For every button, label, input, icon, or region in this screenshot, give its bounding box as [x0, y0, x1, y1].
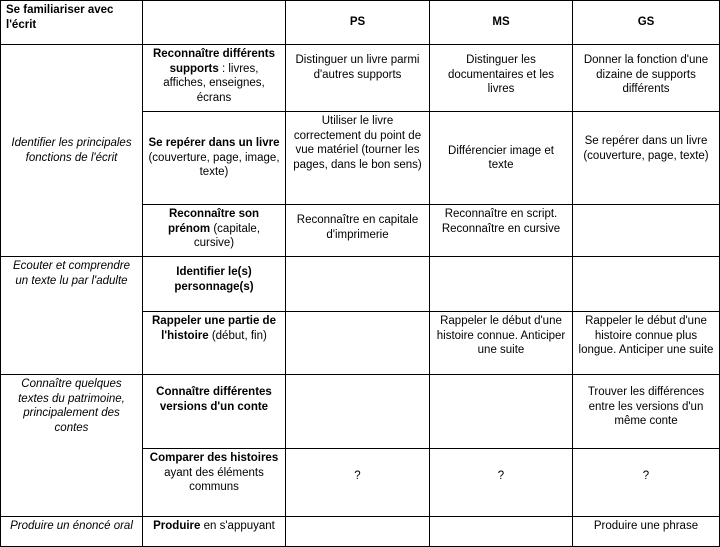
skill-bold: Identifier le(s) personnage(s): [174, 266, 254, 293]
ms-cell: Reconnaître en script. Reconnaître en cursive: [430, 205, 573, 257]
gs-cell: [573, 205, 720, 257]
ps-cell: ?: [286, 449, 430, 517]
header-domain: Se familiariser avec l'écrit: [1, 1, 143, 45]
skill-rest: (couverture, page, image, texte): [148, 151, 280, 179]
ps-cell: [286, 517, 430, 547]
domain-cell: Produire un énoncé oral: [1, 517, 143, 547]
table-row: [1, 45, 720, 112]
header-skill: [143, 1, 286, 45]
gs-cell: Trouver les différences entre les versions d'un même conte: [573, 375, 720, 449]
skill-bold: Produire: [153, 520, 201, 532]
ps-cell: Reconnaître en capitale d'imprimerie: [286, 205, 430, 257]
ps-cell: [286, 312, 430, 375]
skill-rest: (début, fin): [208, 329, 267, 342]
skill-cell: [143, 205, 286, 257]
skill-cell: [143, 257, 286, 312]
ms-cell: Distinguer les documentaires et les livres: [430, 45, 573, 112]
header-gs: GS: [573, 1, 720, 45]
ps-cell: Utiliser le livre correctement du point de vue matériel (tourner les pages, dans le bon sens): [286, 112, 430, 205]
domain-cell: Connaître quelques textes du patrimoine, principalement des contes: [1, 375, 143, 517]
skill-bold: Rappeler une partie de l'histoire: [152, 315, 276, 342]
ms-cell: ?: [430, 449, 573, 517]
ms-cell: [430, 257, 573, 312]
table-row: [1, 375, 720, 449]
gs-cell: Se repérer dans un livre (couverture, page, texte): [573, 112, 720, 205]
skill-cell: [143, 375, 286, 449]
gs-cell: Produire une phrase: [573, 517, 720, 547]
skill-rest: (capitale, cursive): [193, 222, 261, 249]
skill-bold: Comparer des histoires: [149, 452, 279, 464]
gs-cell: [573, 257, 720, 312]
skill-cell: [143, 517, 286, 547]
skill-cell: [143, 449, 286, 517]
header-ms: MS: [430, 1, 573, 45]
skill-bold: Se repérer dans un livre: [148, 137, 280, 150]
skill-cell: [143, 312, 286, 375]
skill-cell: [143, 112, 286, 205]
skill-bold: Reconnaître différents supports: [152, 48, 276, 75]
table-row: [1, 517, 720, 547]
skill-rest: ayant des éléments communs: [164, 466, 264, 493]
skill-rest: en s'appuyant: [200, 520, 275, 532]
table-row: [1, 257, 720, 312]
header-row: [1, 1, 720, 45]
header-ps: PS: [286, 1, 430, 45]
ms-cell: Rappeler le début d'une histoire connue. Anticiper une suite: [430, 312, 573, 375]
gs-cell: Rappeler le début d'une histoire connue plus longue. Anticiper une suite: [573, 312, 720, 375]
ps-cell: [286, 375, 430, 449]
ms-cell: [430, 517, 573, 547]
domain-cell: Identifier les principales fonctions de l'écrit: [1, 45, 143, 257]
skill-bold: Reconnaître son prénom: [167, 208, 260, 235]
skill-cell: [143, 45, 286, 112]
gs-cell: ?: [573, 449, 720, 517]
ps-cell: [286, 257, 430, 312]
ms-cell: [430, 375, 573, 449]
ps-cell: Distinguer un livre parmi d'autres supports: [286, 45, 430, 112]
ms-cell: Différencier image et texte: [430, 112, 573, 205]
skill-rest: : livres, affiches, enseignes, écrans: [163, 62, 265, 104]
skill-bold: Connaître différentes versions d'un conte: [156, 386, 272, 413]
gs-cell: Donner la fonction d'une dizaine de supports différents: [573, 45, 720, 112]
domain-cell: Ecouter et comprendre un texte lu par l'adulte: [1, 257, 143, 375]
